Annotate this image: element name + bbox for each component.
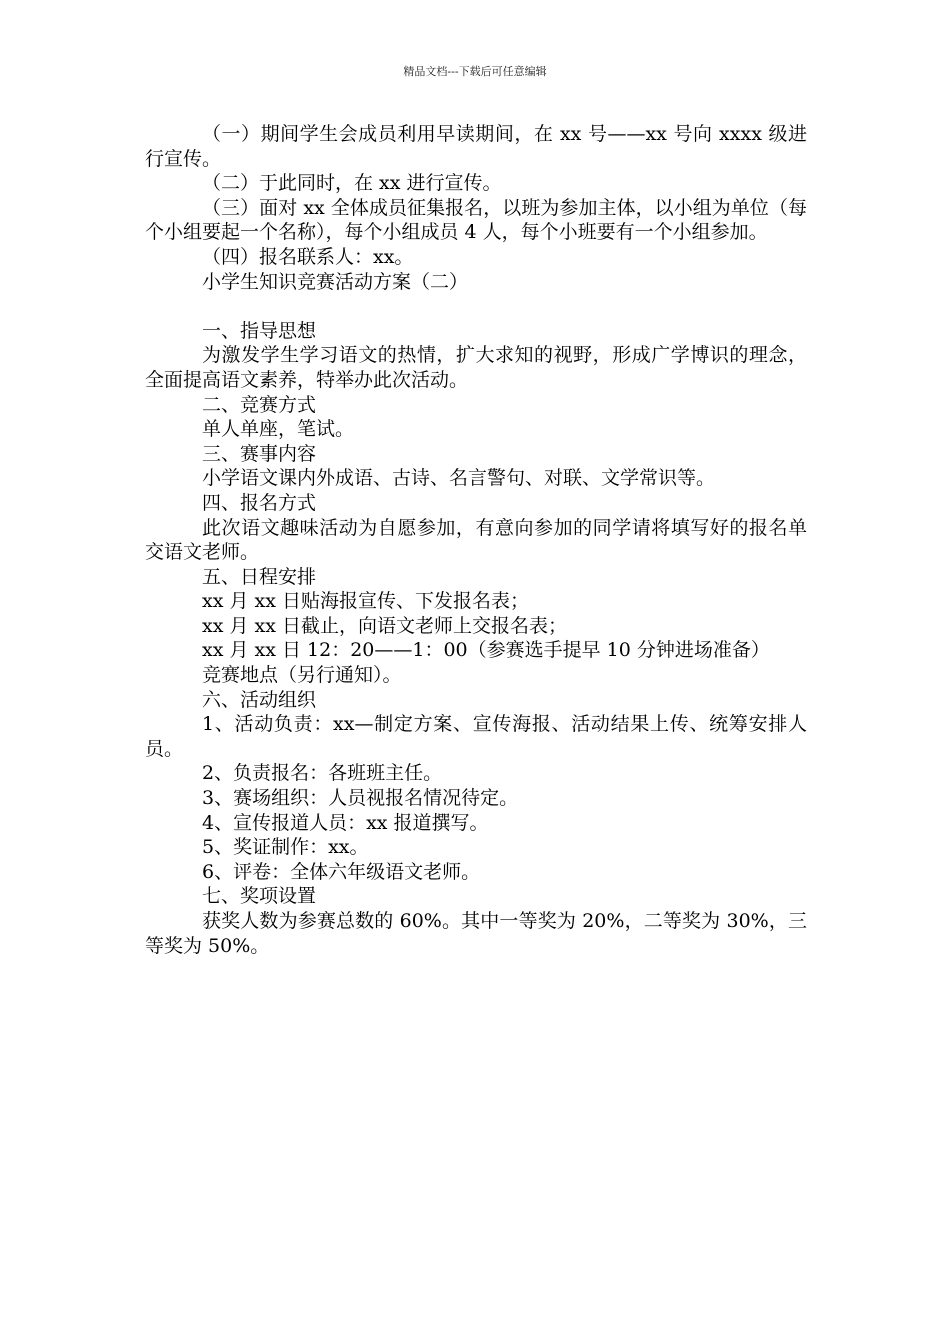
document-body	[145, 122, 807, 958]
paragraph-schedule-3: xx 月 xx 日 12：20——1：00（参赛选手提早 10 分钟进场准备）	[202, 639, 770, 662]
heading-organization: 六、活动组织	[202, 688, 317, 711]
paragraph-promotion-3: （三）面对 xx 全体成员征集报名，以班为参加主体，以小组为单位（每个小组要起一个名称），每个小组成员 4 人，每个小班要有一个小组参加。	[145, 196, 807, 244]
paragraph-organization-5: 5、奖证制作：xx。	[202, 836, 369, 859]
paragraph-organization-2: 2、负责报名：各班班主任。	[202, 762, 443, 785]
paragraph-schedule-2: xx 月 xx 日截止，向语文老师上交报名表；	[202, 614, 567, 637]
heading-competition-content: 三、赛事内容	[202, 442, 317, 465]
paragraph-competition-content: 小学语文课内外成语、古诗、名言警句、对联、文学常识等。	[202, 467, 716, 490]
paragraph-organization-1: 1、活动负责：xx—制定方案、宣传海报、活动结果上传、统筹安排人员。	[145, 713, 807, 760]
heading-registration: 四、报名方式	[202, 491, 317, 514]
heading-schedule: 五、日程安排	[202, 565, 317, 588]
paragraph-competition-format: 单人单座，笔试。	[202, 418, 355, 441]
section-title: 小学生知识竞赛活动方案（二）	[202, 270, 469, 293]
heading-guiding-idea: 一、指导思想	[202, 319, 317, 342]
heading-awards: 七、奖项设置	[202, 885, 317, 908]
paragraph-guiding-idea: 为激发学生学习语文的热情，扩大求知的视野，形成广学博识的理念，全面提高语文素养，特举办此次活动。	[145, 344, 807, 391]
paragraph-organization-4: 4、宣传报道人员：xx 报道撰写。	[202, 811, 489, 834]
heading-competition-format: 二、竞赛方式	[202, 393, 317, 416]
paragraph-schedule-1: xx 月 xx 日贴海报宣传、下发报名表；	[202, 590, 529, 613]
paragraph-registration: 此次语文趣味活动为自愿参加，有意向参加的同学请将填写好的报名单交语文老师。	[145, 516, 807, 564]
paragraph-organization-3: 3、赛场组织：人员视报名情况待定。	[202, 787, 519, 810]
paragraph-organization-6: 6、评卷：全体六年级语文老师。	[202, 860, 481, 883]
page-header: 精品文档---下载后可任意编辑	[403, 65, 547, 78]
paragraph-contact: （四）报名联系人：xx。	[202, 245, 414, 268]
paragraph-promotion-2: （二）于此同时，在 xx 进行宣传。	[202, 172, 502, 195]
paragraph-promotion-1: （一）期间学生会成员利用早读期间，在 xx 号——xx 号向 xxxx 级进行宣传。	[145, 123, 807, 170]
paragraph-venue: 竞赛地点（另行通知）。	[202, 664, 402, 687]
blank-line	[145, 294, 807, 319]
paragraph-awards: 获奖人数为参赛总数的 60%。其中一等奖为 20%，二等奖为 30%，三等奖为 50%。	[145, 910, 807, 957]
